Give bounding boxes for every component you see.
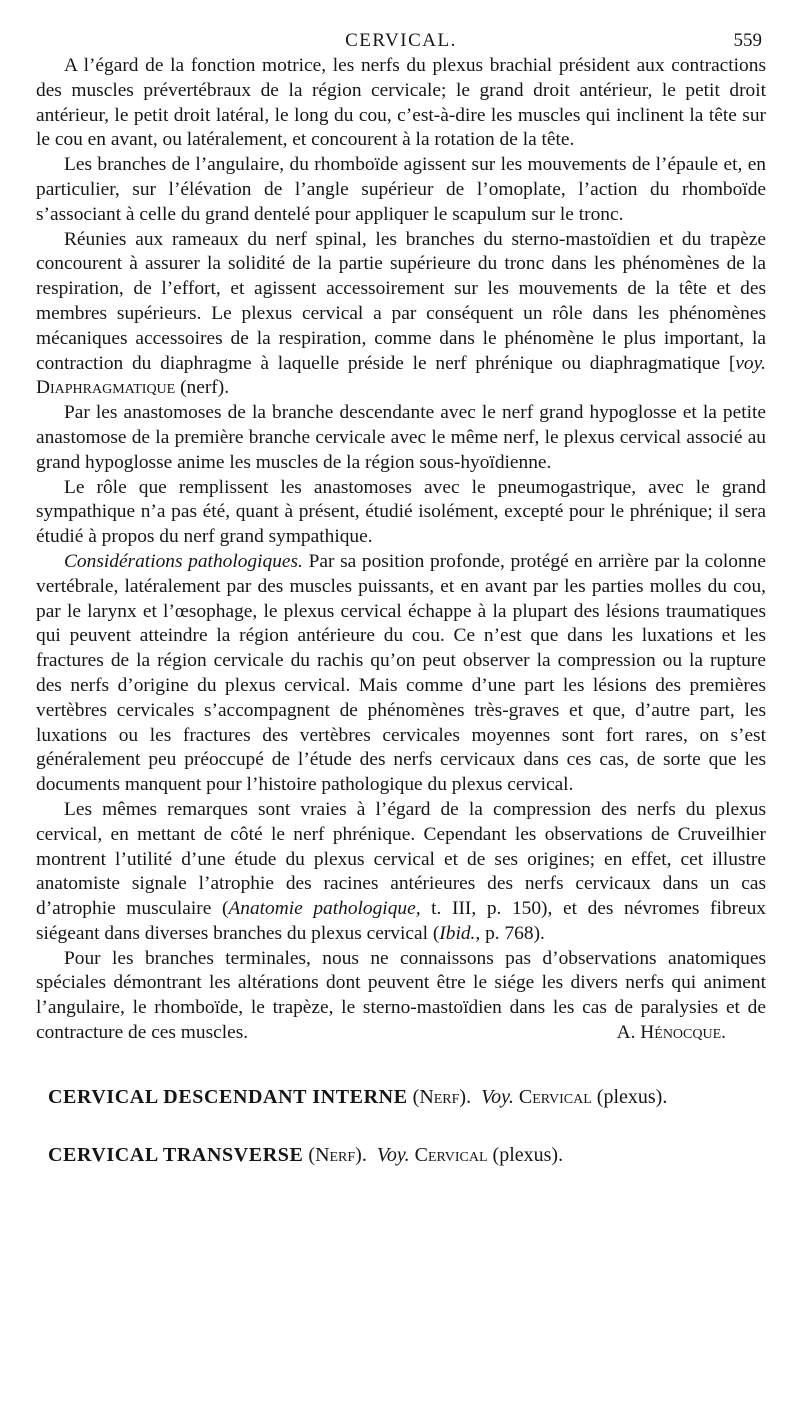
article-body bbox=[36, 54, 766, 1046]
entry-target-type: (plexus). bbox=[596, 1085, 668, 1108]
paragraph-text: Pour les branches terminales, nous ne connaissons pas d’observations anatomiques spéciales démontrant les altérations dont peuvent être le siége les divers nerfs qui animent l’angulaire, le rhomboïde, le trapèze, le sterno-mastoïdien dans les cas de paralysies et de contracture de ces muscles. bbox=[36, 947, 766, 1044]
paragraph-pathologiques bbox=[36, 550, 766, 798]
paragraph-text: Par sa position profonde, protégé en arrière par la colonne vertébrale, latéralement par des muscles puissants, et en avant par les parties molles du cou, par le larynx et l’œsophage, le plexus cervical échappe à la plupart des lésions traumatiques qui peuvent atteindre la région antérieure du cou. Ce n’est que dans les luxations et les fractures de la région cervicale du rachis qu’on peut observer la compression ou la rupture des nerfs d’origine du plexus cervical. Mais comme d’une part les lésions des premières vertèbres cervicales s’accompagnent de phénomènes très-graves et que, d’autre part, les luxations ou les fractures des vertèbres cervicales moyennes sont fort rares, on s’est généralement peu préoccupé de l’étude des nerfs cervicaux dans ces cas, de sorte que les documents manquent pour l’histoire pathologique du plexus cervical. bbox=[36, 550, 766, 796]
citation-title: Anatomie pathologique, bbox=[228, 898, 421, 920]
citation-ibid: Ibid. bbox=[439, 922, 476, 944]
entry-headword: CERVICAL DESCENDANT INTERNE bbox=[48, 1085, 408, 1108]
citation-tail: , p. 768). bbox=[475, 922, 545, 944]
dictionary-entry bbox=[36, 1084, 766, 1110]
citation-tail: t. III, p. 150), et des névromes fibreux siégeant dans diverses branches du plexus cervical ( bbox=[36, 898, 767, 944]
paragraph-anastomoses bbox=[36, 401, 766, 475]
running-head: CERVICAL. bbox=[345, 30, 457, 51]
paragraph-spinal bbox=[36, 228, 766, 402]
paragraph-text: A l’égard de la fonction motrice, les nerfs du plexus brachial président aux contractions des muscles prévertébraux de la région cervicale; le grand droit antérieur, le petit droit antérieur, le petit droit latéral, le long du cou, c’est-à-dire les muscles qui inclinent la tête sur le cou en avant, ou latéralement, et concourent à la rotation de la tête. bbox=[36, 55, 766, 151]
paragraph-text: Le rôle que remplissent les anastomoses avec le pneumogastrique, avec le grand sympathique n’a pas été, quant à présent, étudié isolément, excepté pour le phrénique; il sera étudié à propos du nerf grand sympathique. bbox=[36, 476, 766, 548]
section-lead: Considérations pathologiques. bbox=[64, 550, 303, 572]
entry-headword: CERVICAL TRANSVERSE bbox=[48, 1143, 304, 1166]
cross-reference-tail: (nerf). bbox=[175, 377, 230, 399]
entry-target-type: (plexus). bbox=[492, 1143, 564, 1166]
paragraph-terminales bbox=[36, 947, 766, 1046]
paragraph-pneumogastrique bbox=[36, 476, 766, 550]
entry-target: Cervical bbox=[414, 1143, 488, 1166]
paragraph-compression bbox=[36, 798, 766, 947]
paragraph-text: Les branches de l’angulaire, du rhomboïde agissent sur les mouvements de l’épaule et, en particulier, sur l’élévation de l’angle supérieur de l’omoplate, l’action du rhomboïde s’associant à celle du grand dentelé pour appliquer le scapulum sur le tronc. bbox=[36, 154, 766, 225]
paragraph-text: Par les anastomoses de la branche descendante avec le nerf grand hypoglosse et la petite anastomose de la première branche cervicale avec le même nerf, le plexus cervical associé au grand hypoglosse anime les muscles de la région sous-hyoïdienne. bbox=[36, 402, 766, 473]
entry-type: (Nerf). bbox=[412, 1085, 472, 1108]
cross-reference-voy: voy. bbox=[735, 352, 766, 374]
paragraph-text: Les mêmes remarques sont vraies à l’égard de la compression des nerfs du plexus cervical, en mettant de côté le nerf phrénique. Cependant les observations de Cruveilhier montrent l’utilité d’une étude du plexus cervical et de ses origines; en effet, cet illustre anatomiste signale l’atrophie des racines antérieures des nerfs cervicaux dans un cas d’atrophie musculaire ( bbox=[36, 798, 766, 920]
paragraph-text: Réunies aux rameaux du nerf spinal, les branches du sterno-mastoïdien et du trapèze concourent à assurer la solidité de la partie supérieure du tronc dans les phénomènes de la respiration, de l’effort, et agissent accessoirement sur les mouvements de la tête et des membres supérieurs. Le plexus cervical a par conséquent un rôle dans les phénomènes mécaniques accessoires de la respiration, comme dans le phénomène le plus important, la contraction du diaphragme à laquelle préside le nerf phrénique ou diaphragmatique [ bbox=[36, 228, 766, 374]
page-header bbox=[36, 28, 766, 54]
paragraph-angulaire bbox=[36, 153, 766, 227]
entry-see: Voy. bbox=[481, 1085, 514, 1108]
paragraph-motor-function bbox=[36, 54, 766, 153]
page-number: 559 bbox=[733, 30, 762, 51]
author-signature: A. Hénocque. bbox=[616, 1022, 726, 1044]
cross-reference-target: Diaphragmatique bbox=[36, 377, 176, 399]
dictionary-entry bbox=[36, 1142, 766, 1168]
entry-see: Voy. bbox=[376, 1143, 410, 1166]
entry-target: Cervical bbox=[518, 1085, 592, 1108]
entry-type: (Nerf). bbox=[308, 1143, 367, 1166]
